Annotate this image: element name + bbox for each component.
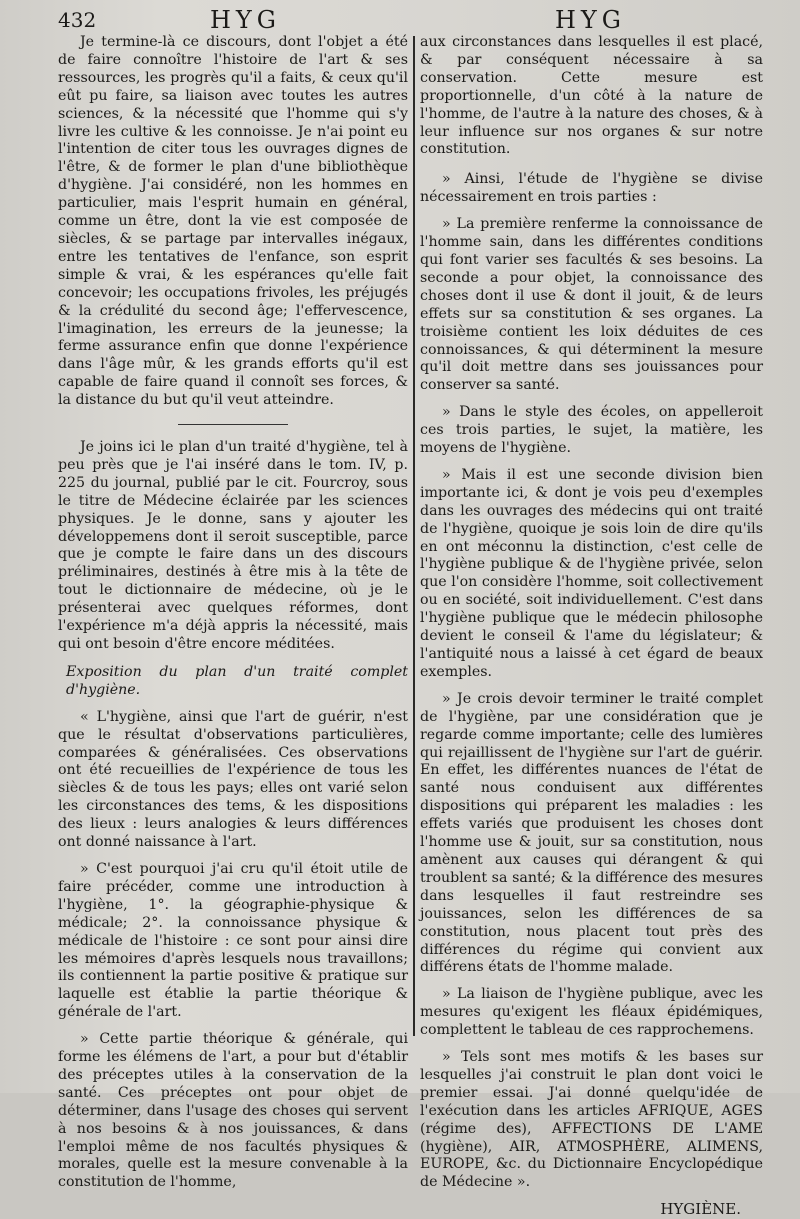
paragraph: Je termine-là ce discours, dont l'objet a été de faire connoître l'histoire de l'art & ses ressources, les progrès qu'il a faits, & ceux qu'il eût pu faire, sa liaison avec toutes les autres sciences, & la nécessité que l'homme qui s'y livre les cultive & les connoisse. Je n'ai point eu l'intention de citer tous les ouvrages dignes de l'être, & de former le plan d'une bibliothèque d'hygiène. J'ai considéré, non les hommes en particulier, mais l'esprit humain en général, comme un être, dont la vie est composée de siècles, & se partage par intervalles inégaux, entre les tentatives de l'enfance, son esprit simple & vrai, & les espérances qu'elle fait concevoir; les occupations frivoles, les préjugés & la crédulité du second âge; l'effervescence, l'imagination, les erreurs de la jeunesse; la ferme assurance enfin que donne l'expérience dans l'âge mûr, & les grands efforts qu'il est capable de faire quand il connoît ses forces, & la distance du but qu'il veut atteindre. [58, 34, 408, 409]
paragraph: » Je crois devoir terminer le traité complet de l'hygiène, par une considération que je regarde comme importante; celle des lumières qui rejaillissent de l'hygiène sur l'art de guérir. En effet, les différentes nuances de l'état de santé nous conduisent aux différentes dispositions qui préparent les maladies : les effets variés que produisent les choses dont l'homme use & jouit, sur sa constitution, nous amènent aux causes qui dérangent & qui troublent sa santé; & la différence des mesures dans lesquelles il faut restreindre ses jouissances, selon les différences de sa constitution, nous placent tout près des différences du régime qui convient aux différens états de l'homme malade. [420, 690, 763, 976]
paragraph: » Ainsi, l'étude de l'hygiène se divise nécessairement en trois parties : [420, 171, 763, 206]
paragraph: » C'est pourquoi j'ai cru qu'il étoit utile de faire précéder, comme une introduction à l'hygiène, 1°. la géographie-physique & médicale; 2°. la connoissance physique & médicale de l'histoire : ce sont pour ainsi dire les mémoires d'après lesquels nous travaillons; ils contiennent la partie positive & pratique sur laquelle est établie la partie théorique & générale de l'art. [58, 860, 408, 1021]
running-head-right: HYG [555, 6, 626, 34]
paragraph: » La première renferme la connoissance de l'homme sain, dans les différentes conditions qui font varier ses facultés & ses besoins. La seconde a pour objet, la connoissance des choses dont il use & dont il jouit, & de leurs effets sur sa constitution & ses organes. La troisième contient les loix déduites de ces connoissances, & qui déterminent la mesure qu'il doit mettre dans ses jouissances pour conserver sa santé. [420, 216, 763, 394]
running-head-left: HYG [210, 6, 281, 34]
next-entry-heading: HYGIÈNE. [660, 1200, 741, 1219]
paragraph: » La liaison de l'hygiène publique, avec les mesures qu'exigent les fléaux épidémiques, complettent le tableau de ces rapprochemens. [420, 986, 763, 1039]
left-column [58, 34, 408, 1201]
paragraph: » Cette partie théorique & générale, qui forme les élémens de l'art, a pour but d'établir des préceptes utiles à la conservation de la santé. Ces préceptes ont pour objet de déterminer, dans l'usage des choses qui servent à nos besoins & à nos jouissances, & dans l'emploi même de nos facultés physiques & morales, quelle est la mesure convenable à la constitution de l'homme, [58, 1031, 408, 1191]
right-column [420, 34, 763, 1219]
page-header [0, 4, 800, 34]
page-number: 432 [58, 8, 97, 32]
paragraph: » Mais il est une seconde division bien importante ici, & dont je vois peu d'exemples dans les ouvrages des médecins qui ont traité de l'hygiène, quoique je sois loin de dire qu'ils en ont méconnu la distinction, c'est celle de l'hygiène publique & de l'hygiène privée, selon que l'on considère l'homme, soit collectivement ou en société, soit individuellement. C'est dans l'hygiène publique que le médecin philosophe devient le conseil & l'ame du législateur; & l'antiquité nous a laissé à cet égard de beaux exemples. [420, 466, 763, 680]
column-divider [413, 36, 415, 1036]
paragraph: » Dans le style des écoles, on appelleroit ces trois parties, le sujet, la matière, les moyens de l'hygiène. [420, 404, 763, 457]
section-separator [178, 424, 288, 425]
paragraph: « L'hygiène, ainsi que l'art de guérir, n'est que le résultat d'observations particulières, comparées & généralisées. Ces observations ont été recueillies de l'expérience de tous les siècles & de tous les pays; elles ont varié selon les circonstances des tems, & les dispositions des lieux : leurs analogies & leurs différences ont donné naissance à l'art. [58, 708, 408, 851]
paragraph: aux circonstances dans lesquelles il est placé, & par conséquent nécessaire à sa conservation. Cette mesure est proportionnelle, d'un côté à la nature de l'homme, de l'autre à la nature des choses, & à leur influence sur nos organes & sur notre constitution. [420, 34, 763, 158]
section-heading: Exposition du plan d'un traité complet d'hygiène. [66, 663, 408, 698]
paragraph: » Tels sont mes motifs & les bases sur lesquelles j'ai construit le plan dont voici le premier essai. J'ai donné quelqu'idée de l'exécution dans les articles AFRIQUE, AGES (régime des), AFFECTIONS DE L'AME (hygiène), AIR, ATMOSPHÈRE, ALIMENS, EUROPE, &c. du Dictionnaire Encyclopédique de Médecine ». [420, 1049, 763, 1191]
paragraph: Je joins ici le plan d'un traité d'hygiène, tel à peu près que je l'ai inséré dans le tom. IV, p. 225 du journal, publié par le cit. Fourcroy, sous le titre de Médecine éclairée par les sciences physiques. Je le donne, sans y ajouter les développemens dont il seroit susceptible, parce que je compte le faire dans un des discours préliminaires, destinés à être mis à la tête de tout le dictionnaire de médecine, où je le présenterai avec quelques réformes, dont l'expérience m'a déjà appris la nécessité, mais qui ont besoin d'être encore méditées. [58, 439, 408, 652]
